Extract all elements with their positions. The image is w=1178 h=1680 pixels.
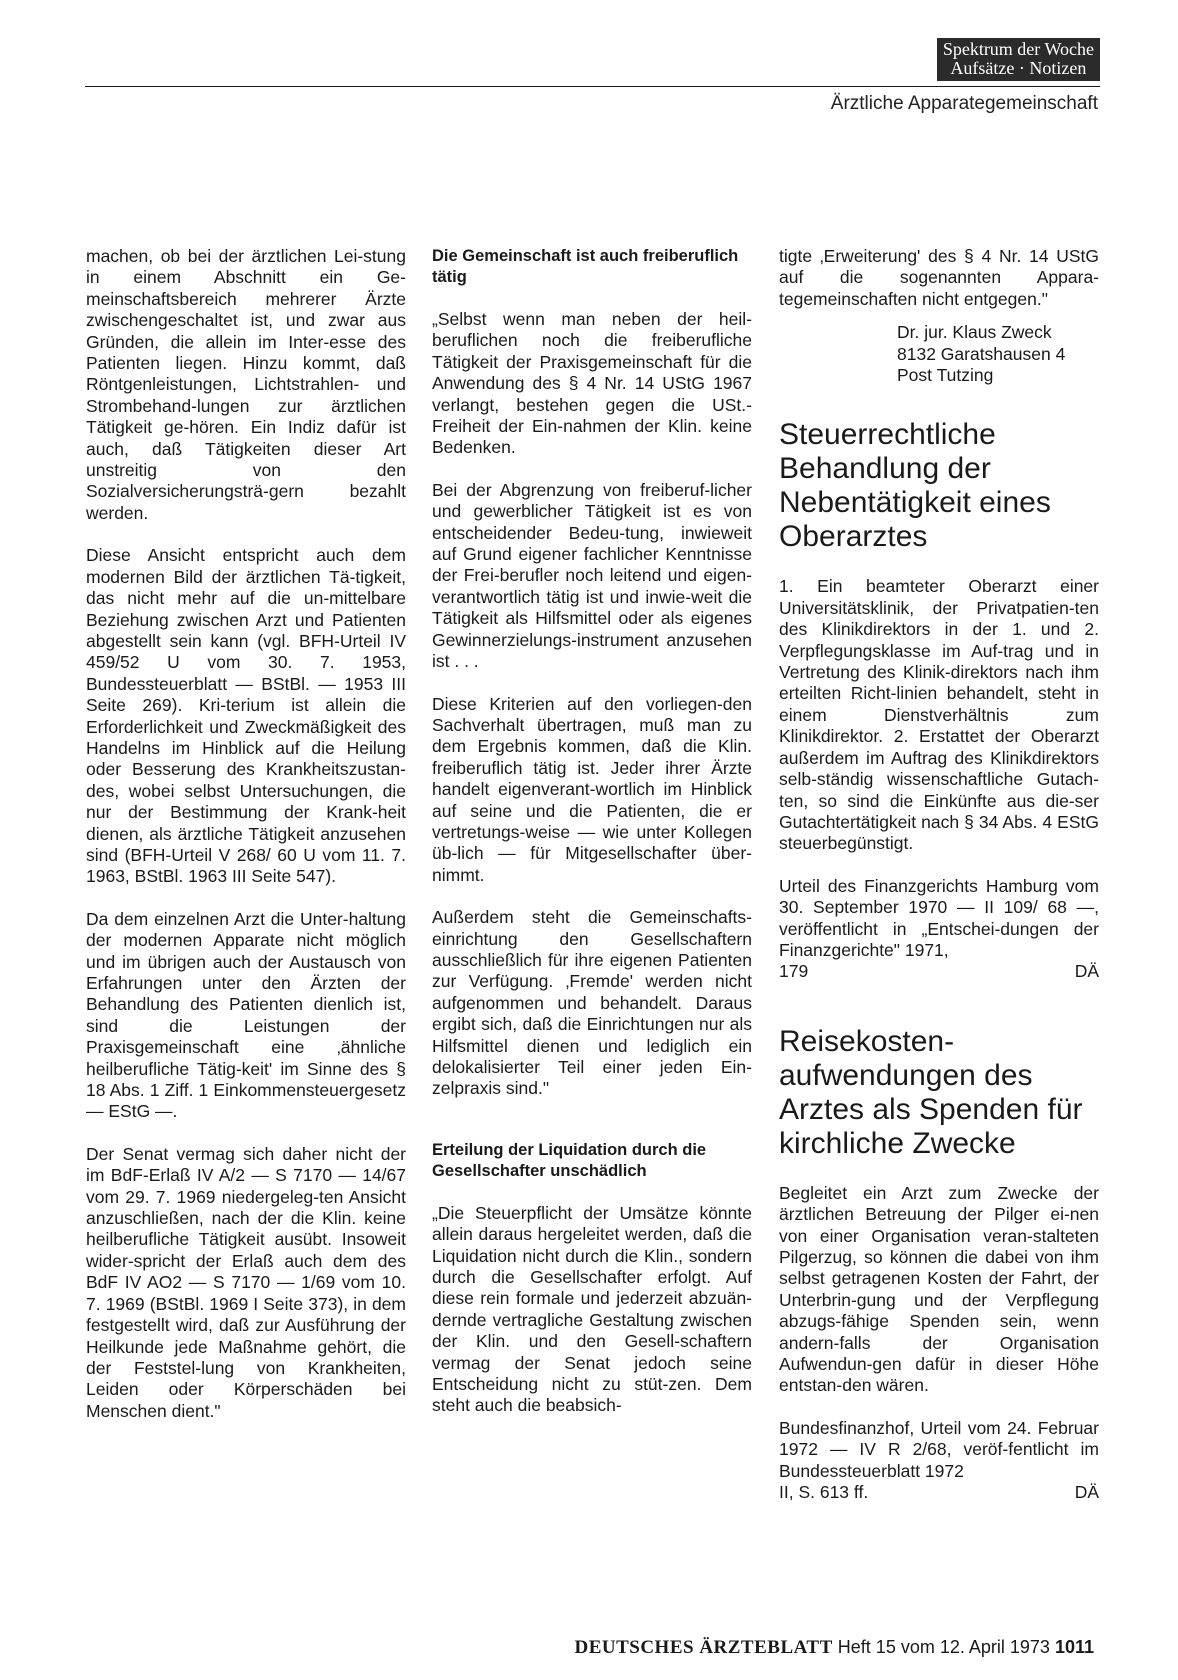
page-footer — [574, 1637, 1094, 1659]
article-headline: Steuerrechtliche Behandlung der Nebentätigkeit eines Oberarztes — [779, 418, 1051, 554]
section-label: Ärztliche Apparategemeinschaft — [830, 93, 1098, 114]
paragraph: „Selbst wenn man neben der heil-beruflichen noch die freiberufliche Tätigkeit der Praxisgemeinschaft für die Anwendung des § 4 Nr. 14 UStG 1967 verlangt, bestehen gegen die USt.-Freiheit der Ein-nahmen der Klin. keine Bedenken. — [432, 309, 752, 458]
article-headline: Reisekosten-aufwendungen des Arztes als Spenden für kirchliche Zwecke — [779, 1024, 1083, 1160]
reference-tag: DÄ — [1074, 961, 1099, 982]
paragraph: Diese Kriterien auf den vorliegen-den Sachverhalt übertragen, muß man zu dem Ergebnis kommen, daß die Klin. freiberuflich tätig ist. Jeder ihrer Ärzte handelt eigenverant-wortlich im Hinblick auf seine und die Patienten, die er vertretungs-weise — wie unter Kollegen üb-lich — für Mitgesellschafter über-nimmt. — [432, 693, 752, 885]
author-name: Dr. jur. Klaus Zweck — [897, 322, 1052, 343]
author-signature — [897, 322, 1099, 386]
paragraph: „Die Steuerpflicht der Umsätze könnte allein daraus hergeleitet werden, daß die Liquidation nicht durch die Klin., sondern durch die Gesellschafter erfolgt. Auf diese rein formale und jederzeit abzuän-dernde vertragliche Gestaltung zwischen der Klin. und den Gesell-schaftern vermag der Senat jedoch seine Entscheidung nicht zu stüt-zen. Dem steht auch die beabsich- — [432, 1202, 752, 1416]
paragraph: Bei der Abgrenzung von freiberuf-licher und gewerblicher Tätigkeit ist es von entscheidender Bedeu-tung, inwieweit auf Grund eigener fachlicher Kenntnisse der Frei-berufler noch leitend und eigen-verantwortlich tätig ist und inwie-weit die Tätigkeit als Hilfsmittel oder als eigenes Gewinnerzielungs-instrument anzusehen ist . . . — [432, 479, 752, 672]
reference-page: 179 — [779, 961, 809, 982]
paragraph: tigte ‚Erweiterung' des § 4 Nr. 14 UStG auf die sogenannten Appara-tegemeinschaften nicht entgegen." — [779, 246, 1099, 309]
section-badge — [937, 38, 1100, 81]
paragraph: Der Senat vermag sich daher nicht der im BdF-Erlaß IV A/2 — S 7170 — 14/67 vom 29. 7. 1969 niedergeleg-ten Ansicht anzuschließen, nach der die Klin. keine heilberufliche Tätigkeit ausübt. Insoweit wider-spricht der Erlaß auch dem des BdF IV AO2 — S 7170 — 1/69 vom 10. 7. 1969 (BStBl. 1969 I Seite 373), in dem festgestellt wird, daß zur Ausführung der Heilkunde jede Maßnahme gehört, die der Feststel-lung von Krankheiten, Leiden oder Körperschäden bei Menschen dient." — [86, 1143, 406, 1421]
paragraph: Da dem einzelnen Arzt die Unter-haltung der modernen Apparate nicht möglich und im übrigen auch der Austausch von Erfahrungen unter den Ärzten der Behandlung des Patienten dienlich ist, sind die Leistungen der Praxisgemeinschaft eine ‚ähnliche heilberufliche Tätig-keit' im Sinne des § 18 Abs. 1 Ziff. 1 Einkommensteuergesetz — EStG —. — [86, 908, 406, 1122]
paragraph: 1. Ein beamteter Oberarzt einer Universitätsklinik, der Privatpatien-ten des Klinikdirektors in der 1. und 2. Verpflegungsklasse im Auf-trag und in Vertretung des Klinik-direktors nach ihm erteilten Richt-linien behandelt, steht in einem Dienstverhältnis zum Klinikdirektor. 2. Erstattet der Oberarzt außerdem im Auftrag des Klinikdirektors selb-ständig wissenschaftliche Gutach-ten, so sind die Einkünfte aus die-ser Gutachtertätigkeit nach § 34 Abs. 4 EStG steuerbegünstigt. — [779, 576, 1099, 854]
paragraph: Begleitet ein Arzt zum Zwecke der ärztlichen Betreuung der Pilger ei-nen von einer Organisation veran-stalteten Pilgerzug, so können die dabei von ihm selbst getragenen Kosten der Fahrt, der Unterbrin-gung und der Verpflegung abzugs-fähige Spenden sein, wenn andern-falls der Organisation Aufwendun-gen dafür in dieser Höhe entstan-den wären. — [779, 1182, 1099, 1396]
badge-line-2: Aufsätze · Notizen — [950, 58, 1087, 78]
paragraph: Diese Ansicht entspricht auch dem modernen Bild der ärztlichen Tä-tigkeit, das nicht mehr auf die un-mittelbare Beziehung zwischen Arzt und Patienten abgestellt sein kann (vgl. BFH-Urteil IV 459/52 U vom 30. 7. 1953, Bundessteuerblatt — BStBl. — 1953 III Seite 269). Kri-terium ist allein die Erforderlichkeit und Zweckmäßigkeit des Handelns im Hinblick auf die Heilung oder Besserung des Krankheitszustan-des, wobei selbst Untersuchungen, die nur der Bestimmung der Krank-heit dienen, als ärztliche Tätigkeit anzusehen sind (BFH-Urteil V 268/ 60 U vom 11. 7. 1963, BStBl. 1963 III Seite 547). — [86, 545, 406, 887]
column-2 — [432, 246, 752, 1417]
paragraph: machen, ob bei der ärztlichen Lei-stung in einem Abschnitt ein Ge-meinschaftsbereich mehrerer Ärzte zwischengeschaltet ist, und zwar aus Gründen, die allein im Inter-esse des Patienten liegen. Hinzu kommt, daß Röntgenleistungen, Lichtstrahlen- und Strombehand-lungen zur ärztlichen Tätigkeit ge-hören. Ein Indiz dafür ist auch, daß Tätigkeiten dieser Art unstreitig von den Sozialversicherungsträ-gern bezahlt werden. — [86, 246, 406, 523]
journal-name: DEUTSCHES ÄRZTEBLATT — [574, 1637, 833, 1658]
paragraph: Außerdem steht die Gemeinschafts-einrichtung den Gesellschaftern ausschließlich für ihre eigenen Patienten zur Verfügung. ‚Fremde' werden nicht aufgenommen und behandelt. Daraus ergibt sich, daß die Einrichtungen nur als Hilfsmittel dienen und lediglich ein delokalisierter Teil einer jeden Ein-zelpraxis sind." — [432, 907, 752, 1099]
page-number: 1011 — [1054, 1637, 1094, 1657]
author-post: Post Tutzing — [897, 365, 994, 386]
column-3 — [779, 246, 1099, 1503]
subheading: Erteilung der Liquidation durch die Gesellschafter unschädlich — [432, 1140, 707, 1180]
badge-line-1: Spektrum der Woche — [942, 39, 1094, 59]
source-reference — [779, 876, 1099, 983]
subheading: Die Gemeinschaft ist auch freiberuflich tätig — [432, 247, 739, 286]
reference-text: Urteil des Finanzgerichts Hamburg vom 30. September 1970 — II 109/ 68 —, veröffentlicht in „Entschei-dungen der Finanzgerichte" 1971, — [779, 875, 1099, 960]
header-rule — [85, 86, 1100, 87]
reference-page: II, S. 613 ff. — [779, 1482, 869, 1503]
reference-text: Bundesfinanzhof, Urteil vom 24. Februar 1972 — IV R 2/68, veröf-fentlicht im Bundessteuerblatt 1972 — [779, 1417, 1099, 1481]
issue-info: Heft 15 vom 12. April 1973 — [837, 1637, 1050, 1657]
reference-tag: DÄ — [1074, 1482, 1099, 1503]
source-reference — [779, 1418, 1099, 1504]
author-address: 8132 Garatshausen 4 — [897, 343, 1066, 364]
column-1 — [86, 246, 406, 1422]
